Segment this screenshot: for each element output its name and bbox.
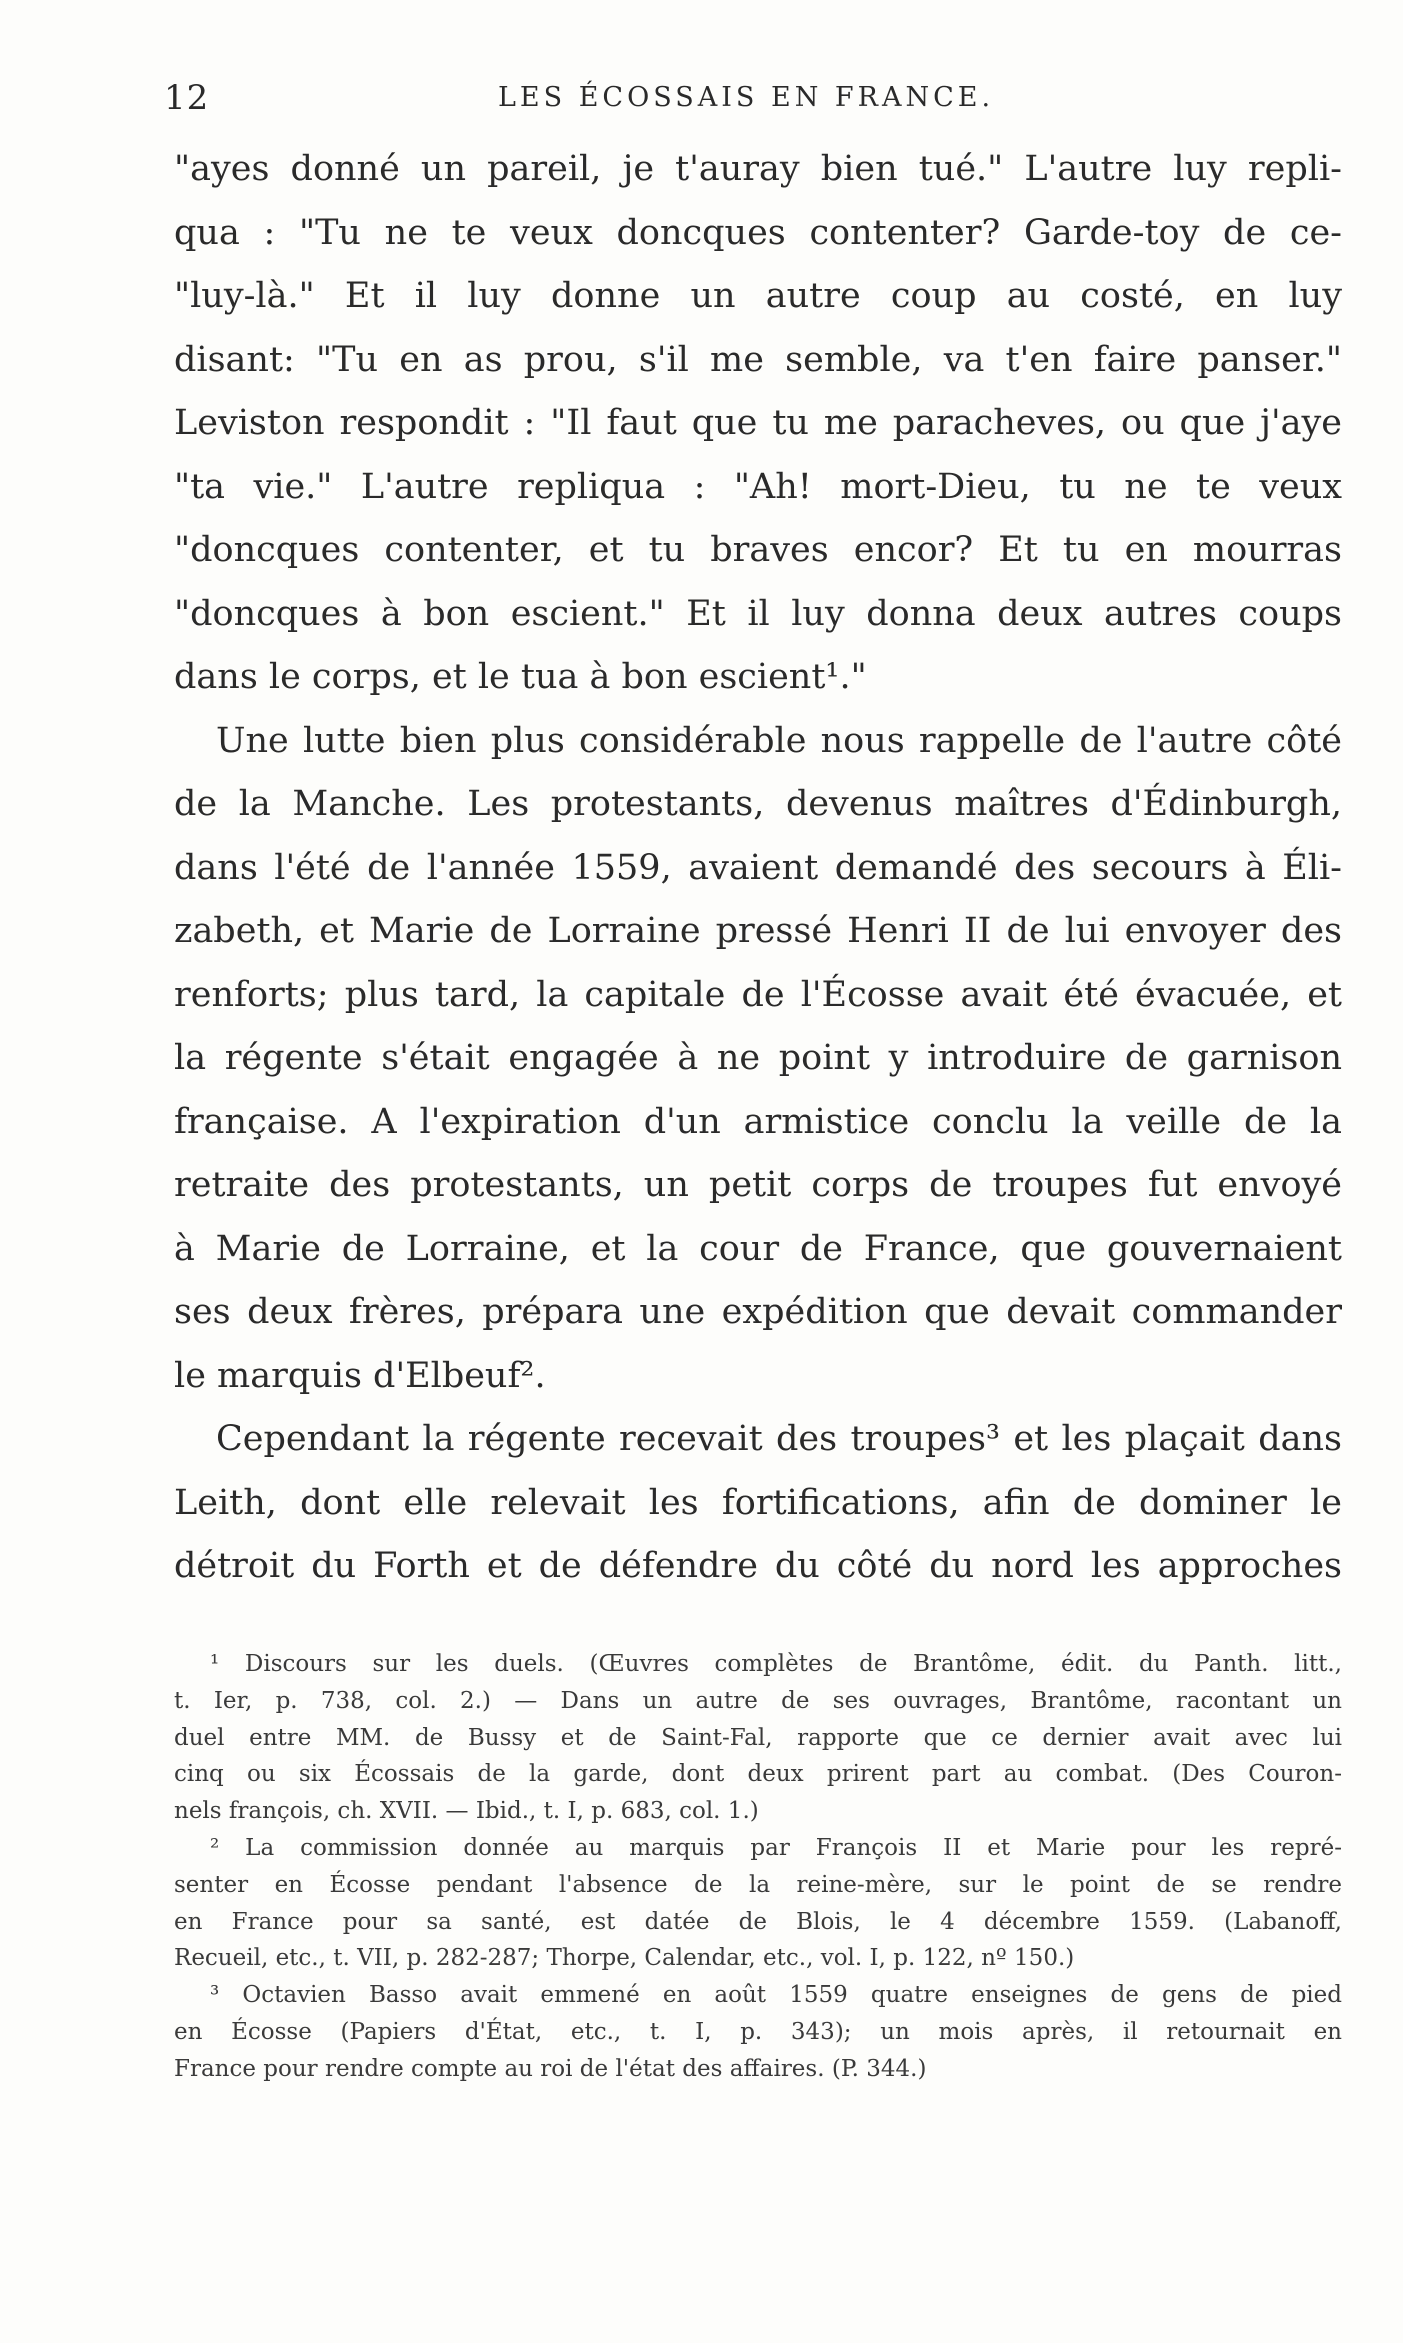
footnote-line: ¹ Discours sur les duels. (Œuvres complètes de Brantôme, édit. du Panth. litt.,	[210, 1651, 1342, 1677]
text-line: la régente s'était engagée à ne point y introduire de garnison	[174, 1038, 1342, 1078]
text-line: française. A l'expiration d'un armistice conclu la veille de la	[174, 1101, 1342, 1142]
main-text	[174, 138, 1342, 1599]
footnote-line: senter en Écosse pendant l'absence de la reine-mère, sur le point de se rendre	[174, 1871, 1342, 1898]
running-title: LES ÉCOSSAIS EN FRANCE.	[498, 82, 995, 113]
footnote-line: en France pour sa santé, est datée de Blois, le 4 décembre 1559. (Labanoff,	[174, 1908, 1342, 1935]
text-line: de la Manche. Les protestants, devenus maîtres d'Édinburgh,	[174, 784, 1342, 824]
text-line: Une lutte bien plus considérable nous rappelle de l'autre côté	[216, 720, 1342, 761]
footnotes	[174, 1646, 1342, 2088]
text-line: renforts; plus tard, la capitale de l'Écosse avait été évacuée, et	[174, 974, 1342, 1015]
text-line: "luy-là." Et il luy donne un autre coup au costé, en luy	[174, 276, 1342, 316]
text-line: dans l'été de l'année 1559, avaient demandé des secours à Éli-	[174, 847, 1342, 888]
footnote-line: ³ Octavien Basso avait emmené en août 1559 quatre enseignes de gens de pied	[210, 1982, 1342, 2009]
text-line: dans le corps, et le tua à bon escient¹."	[174, 657, 867, 697]
footnote-line: en Écosse (Papiers d'État, etc., t. I, p. 343); un mois après, il retournait en	[174, 2018, 1342, 2045]
footnote-line: Recueil, etc., t. VII, p. 282-287; Thorpe, Calendar, etc., vol. I, p. 122, nº 150.)	[174, 1945, 1075, 1972]
footnote-line: ² La commission donnée au marquis par François II et Marie pour les repré-	[210, 1834, 1342, 1861]
page-number: 12	[164, 78, 210, 118]
text-line: zabeth, et Marie de Lorraine pressé Henri II de lui envoyer des	[174, 911, 1342, 951]
text-line: Leviston respondit : "Il faut que tu me paracheves, ou que j'aye	[174, 403, 1342, 443]
text-line: Leith, dont elle relevait les fortifications, afin de dominer le	[174, 1482, 1342, 1523]
text-line: disant: "Tu en as prou, s'il me semble, va t'en faire panser."	[174, 339, 1342, 380]
footnote-line: duel entre MM. de Bussy et de Saint-Fal, rapporte que ce dernier avait avec lui	[174, 1724, 1342, 1751]
footnote-line: France pour rendre compte au roi de l'état des affaires. (P. 344.)	[174, 2055, 927, 2082]
footnote-line: nels françois, ch. XVII. — Ibid., t. I, p. 683, col. 1.)	[174, 1798, 759, 1825]
text-line: retraite des protestants, un petit corps de troupes fut envoyé	[174, 1165, 1342, 1205]
text-line: "ayes donné un pareil, je t'auray bien tué." L'autre luy repli-	[174, 149, 1342, 189]
text-line: ses deux frères, prépara une expédition que devait commander	[174, 1292, 1342, 1332]
text-line: détroit du Forth et de défendre du côté du nord les approches	[174, 1546, 1342, 1586]
text-line: le marquis d'Elbeuf².	[174, 1355, 546, 1396]
footnote-line: t. Ier, p. 738, col. 2.) — Dans un autre de ses ouvrages, Brantôme, racontant un	[174, 1687, 1342, 1714]
footnote-line: cinq ou six Écossais de la garde, dont deux prirent part au combat. (Des Couron-	[174, 1761, 1342, 1788]
running-head	[164, 78, 1164, 128]
text-line: qua : "Tu ne te veux doncques contenter? Garde-toy de ce-	[174, 212, 1342, 253]
text-line: "doncques contenter, et tu braves encor? Et tu en mourras	[174, 530, 1342, 570]
text-line: "doncques à bon escient." Et il luy donna deux autres coups	[174, 593, 1342, 634]
text-line: "ta vie." L'autre repliqua : "Ah! mort-Dieu, tu ne te veux	[174, 466, 1342, 507]
text-line: à Marie de Lorraine, et la cour de France, que gouvernaient	[174, 1228, 1342, 1269]
text-line: Cependant la régente recevait des troupes³ et les plaçait dans	[216, 1419, 1342, 1459]
